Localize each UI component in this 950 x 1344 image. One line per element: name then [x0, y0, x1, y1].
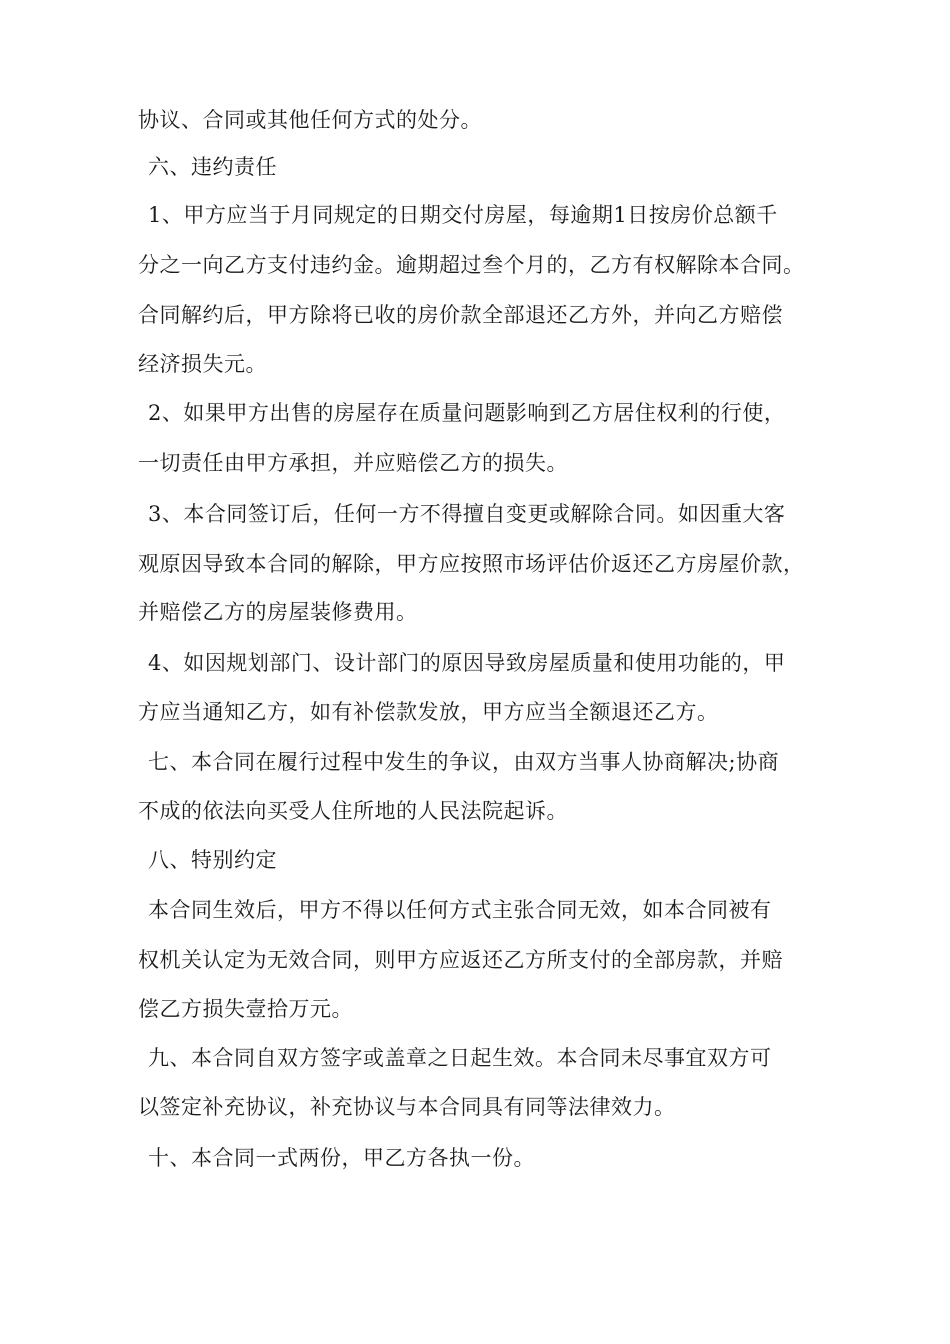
text-line: 合同解约后，甲方除将已收的房价款全部退还乙方外，并向乙方赔偿 [138, 303, 783, 327]
section-heading: 八、特别约定 [148, 848, 277, 872]
text-line: 经济损失元。 [138, 352, 267, 376]
text-line: 七、本合同在履行过程中发生的争议，由双方当事人协商解决;协商 [148, 750, 780, 774]
text-line: 观原因导致本合同的解除，甲方应按照市场评估价返还乙方房屋价款， [138, 552, 805, 576]
text-line: 本合同生效后，甲方不得以任何方式主张合同无效，如本合同被有 [148, 898, 772, 922]
text-line: 十、本合同一式两份，甲乙方各执一份。 [148, 1146, 535, 1170]
text-line: 权机关认定为无效合同，则甲方应返还乙方所支付的全部房款，并赔 [138, 948, 783, 972]
section-heading: 六、违约责任 [148, 155, 277, 179]
text-line: 协议、合同或其他任何方式的处分。 [138, 108, 482, 132]
text-line: 2、如果甲方出售的房屋存在质量问题影响到乙方居住权利的行使， [148, 401, 786, 425]
text-line: 不成的依法向买受人住所地的人民法院起诉。 [138, 799, 568, 823]
text-line: 1、甲方应当于月同规定的日期交付房屋，每逾期1日按房价总额千 [148, 203, 778, 227]
text-line: 3、本合同签订后，任何一方不得擅自变更或解除合同。如因重大客 [148, 502, 786, 526]
text-line: 4、如因规划部门、设计部门的原因导致房屋质量和使用功能的，甲 [148, 651, 786, 675]
text-line: 以签定补充协议，补充协议与本合同具有同等法律效力。 [138, 1095, 676, 1119]
text-line: 九、本合同自双方签字或盖章之日起生效。本合同未尽事宜双方可 [148, 1046, 772, 1070]
text-line: 方应当通知乙方，如有补偿款发放，甲方应当全额退还乙方。 [138, 700, 719, 724]
text-line: 并赔偿乙方的房屋装修费用。 [138, 600, 418, 624]
text-line: 偿乙方损失壹拾万元。 [138, 997, 353, 1021]
text-line: 分之一向乙方支付违约金。逾期超过叁个月的，乙方有权解除本合同。 [138, 253, 805, 277]
text-line: 一切责任由甲方承担，并应赔偿乙方的损失。 [138, 451, 568, 475]
